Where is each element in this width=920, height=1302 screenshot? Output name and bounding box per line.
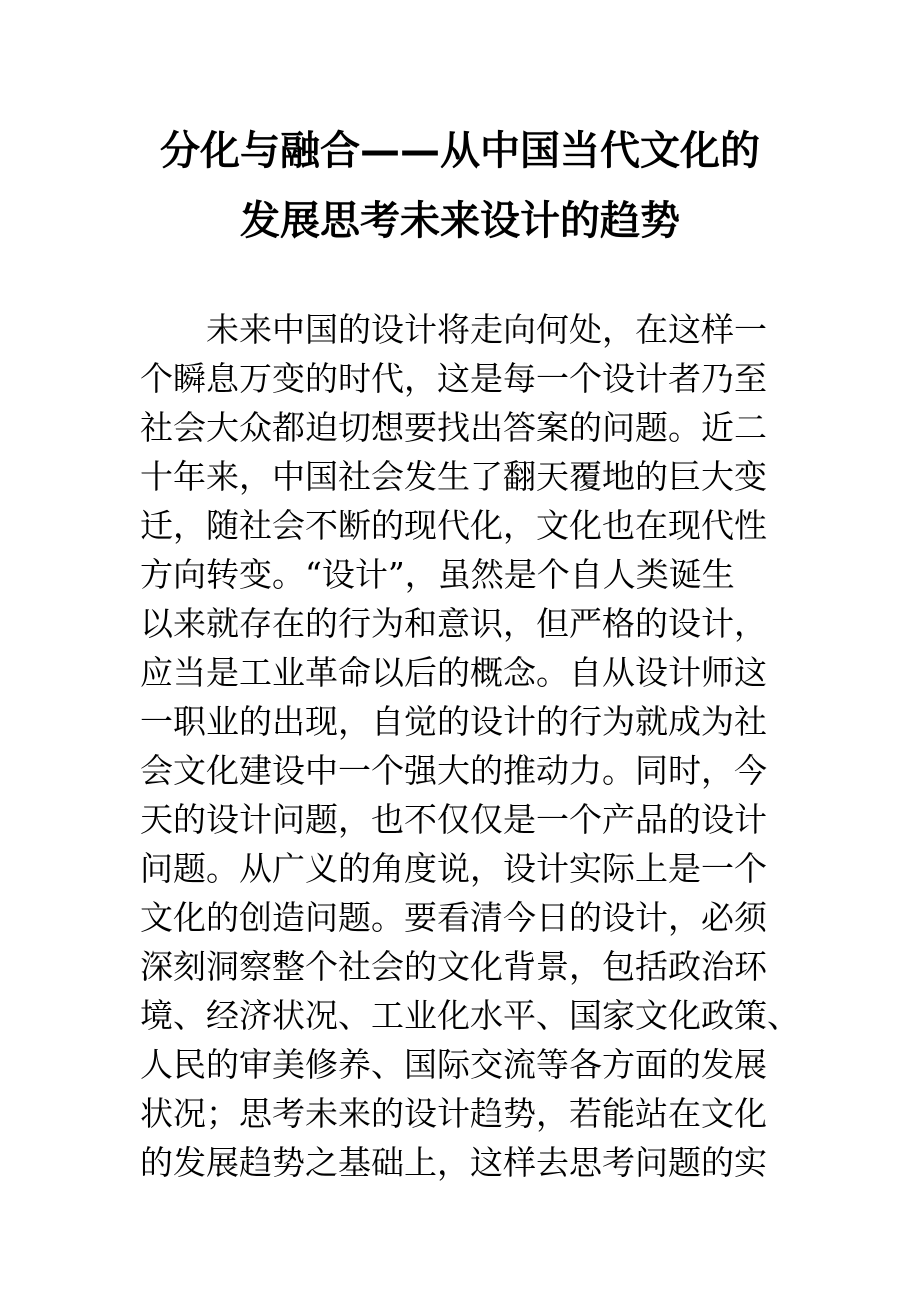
body-line-8: 应当是工业革命以后的概念。自从设计师这	[140, 653, 767, 692]
body-line-14: 深刻洞察整个社会的文化背景，包括政治环	[140, 947, 767, 986]
body-line-6: 方向转变。“设计”，虽然是个自人类诞生	[140, 555, 735, 594]
body-line-7: 以来就存在的行为和意识，但严格的设计，	[140, 604, 767, 643]
body-line-17: 状况；思考未来的设计趋势，若能站在文化	[140, 1094, 767, 1133]
body-line-18: 的发展趋势之基础上，这样去思考问题的实	[140, 1143, 767, 1182]
body-line-16: 人民的审美修养、国际交流等各方面的发展	[140, 1045, 767, 1084]
title-line-2: 发展思考未来设计的趋势	[240, 198, 680, 244]
body-line-9: 一职业的出现，自觉的设计的行为就成为社	[140, 702, 767, 741]
body-line-11: 天的设计问题，也不仅仅是一个产品的设计	[140, 800, 767, 839]
body-line-10: 会文化建设中一个强大的推动力。同时，今	[140, 751, 767, 790]
body-line-3: 社会大众都迫切想要找出答案的问题。近二	[140, 408, 767, 447]
body-line-12: 问题。从广义的角度说，设计实际上是一个	[140, 849, 767, 888]
body-line-15: 境、经济状况、工业化水平、国家文化政策、	[140, 996, 800, 1035]
body-line-2: 个瞬息万变的时代，这是每一个设计者乃至	[140, 359, 767, 398]
body-line-13: 文化的创造问题。要看清今日的设计，必须	[140, 898, 767, 937]
title-line-1: 分化与融合——从中国当代文化的	[160, 128, 760, 174]
body-line-4: 十年来，中国社会发生了翻天覆地的巨大变	[140, 457, 767, 496]
body-line-1: 未来中国的设计将走向何处，在这样一	[140, 310, 767, 349]
body-line-5: 迁，随社会不断的现代化，文化也在现代性	[140, 506, 767, 545]
